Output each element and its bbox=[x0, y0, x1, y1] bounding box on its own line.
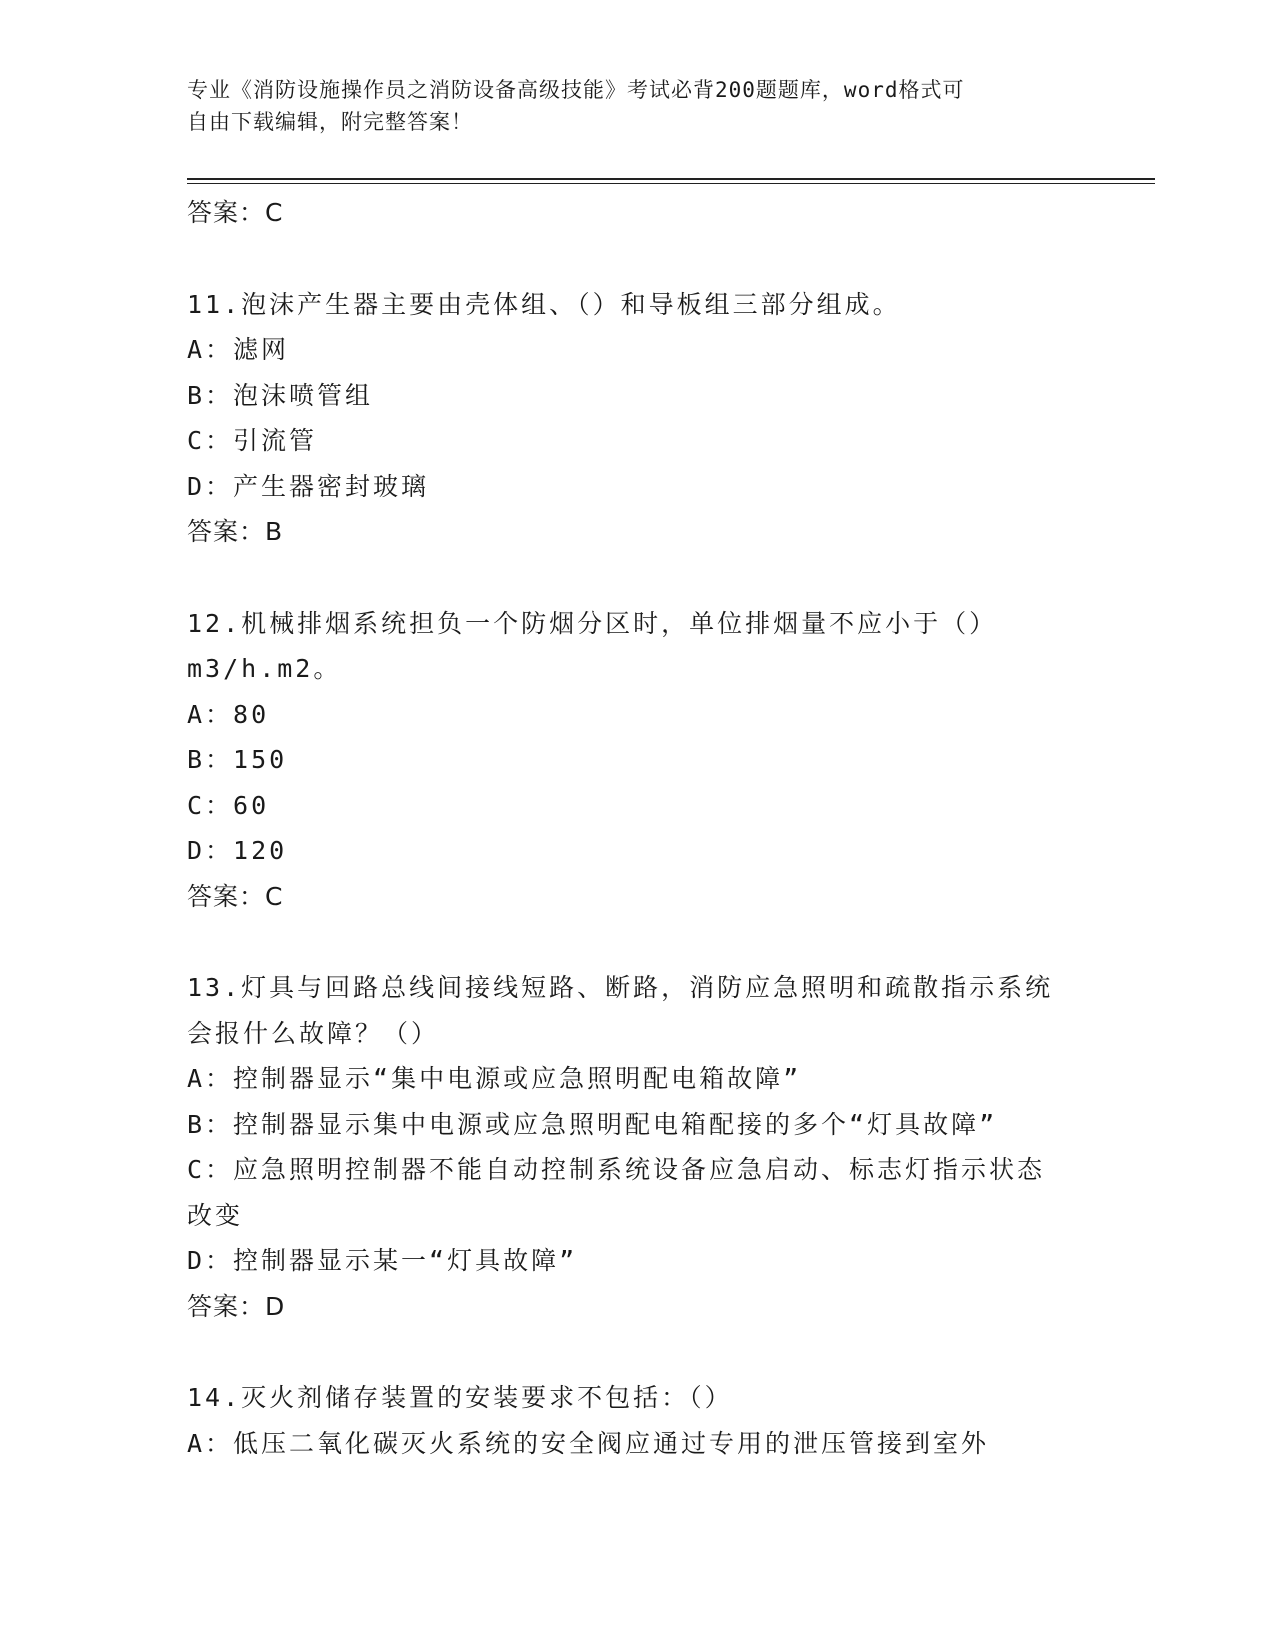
answer-label: 答案：D bbox=[187, 1291, 286, 1321]
spacer bbox=[187, 919, 1087, 965]
option-d: D：产生器密封玻璃 bbox=[187, 471, 430, 501]
question-stem: 11.泡沫产生器主要由壳体组、（）和导板组三部分组成。 bbox=[187, 289, 901, 319]
question-stem-line-2: 会报什么故障？（） bbox=[187, 1018, 440, 1048]
spacer bbox=[187, 1329, 1087, 1375]
option-b: B：150 bbox=[187, 745, 288, 774]
option-b: B：控制器显示集中电源或应急照明配电箱配接的多个“灯具故障” bbox=[187, 1109, 998, 1139]
option-a: A：80 bbox=[187, 699, 270, 729]
answer-label: 答案：C bbox=[187, 881, 284, 911]
answer-label: 答案：B bbox=[187, 517, 284, 546]
question-stem-line-2: m3/h.m2。 bbox=[187, 654, 342, 683]
option-a: A：滤网 bbox=[187, 335, 290, 364]
spacer bbox=[187, 236, 1087, 282]
spacer bbox=[187, 555, 1087, 601]
document-header bbox=[187, 74, 1067, 138]
question-block-11 bbox=[187, 282, 1087, 555]
option-a: A：低压二氧化碳灭火系统的安全阀应通过专用的泄压管接到室外 bbox=[187, 1428, 990, 1458]
document-body bbox=[187, 190, 1087, 1466]
option-a: A：控制器显示“集中电源或应急照明配电箱故障” bbox=[187, 1064, 802, 1093]
option-c: C：应急照明控制器不能自动控制系统设备应急启动、标志灯指示状态 bbox=[187, 1155, 1046, 1184]
header-line-2: 自由下载编辑，附完整答案！ bbox=[187, 110, 473, 134]
question-block-13 bbox=[187, 965, 1087, 1329]
question-block-14 bbox=[187, 1375, 1087, 1466]
option-d: D：120 bbox=[187, 836, 288, 865]
header-rule-thin bbox=[187, 183, 1155, 184]
option-b: B：泡沫喷管组 bbox=[187, 380, 374, 410]
option-c: C：引流管 bbox=[187, 426, 318, 455]
question-stem: 14.灭火剂储存装置的安装要求不包括：（） bbox=[187, 1383, 733, 1412]
question-stem-line-1: 12.机械排烟系统担负一个防烟分区时，单位排烟量不应小于（） bbox=[187, 608, 998, 638]
option-d: D：控制器显示某一“灯具故障” bbox=[187, 1246, 578, 1275]
header-rule-thick bbox=[187, 178, 1155, 180]
option-c: C：60 bbox=[187, 790, 270, 820]
question-block-12 bbox=[187, 601, 1087, 920]
question-stem-line-1: 13.灯具与回路总线间接线短路、断路，消防应急照明和疏散指示系统 bbox=[187, 973, 1054, 1002]
option-c-continued: 改变 bbox=[187, 1200, 244, 1230]
answer-label: 答案：C bbox=[187, 198, 284, 227]
header-line-1: 专业《消防设施操作员之消防设备高级技能》考试必背200题题库，word格式可 bbox=[187, 78, 965, 102]
